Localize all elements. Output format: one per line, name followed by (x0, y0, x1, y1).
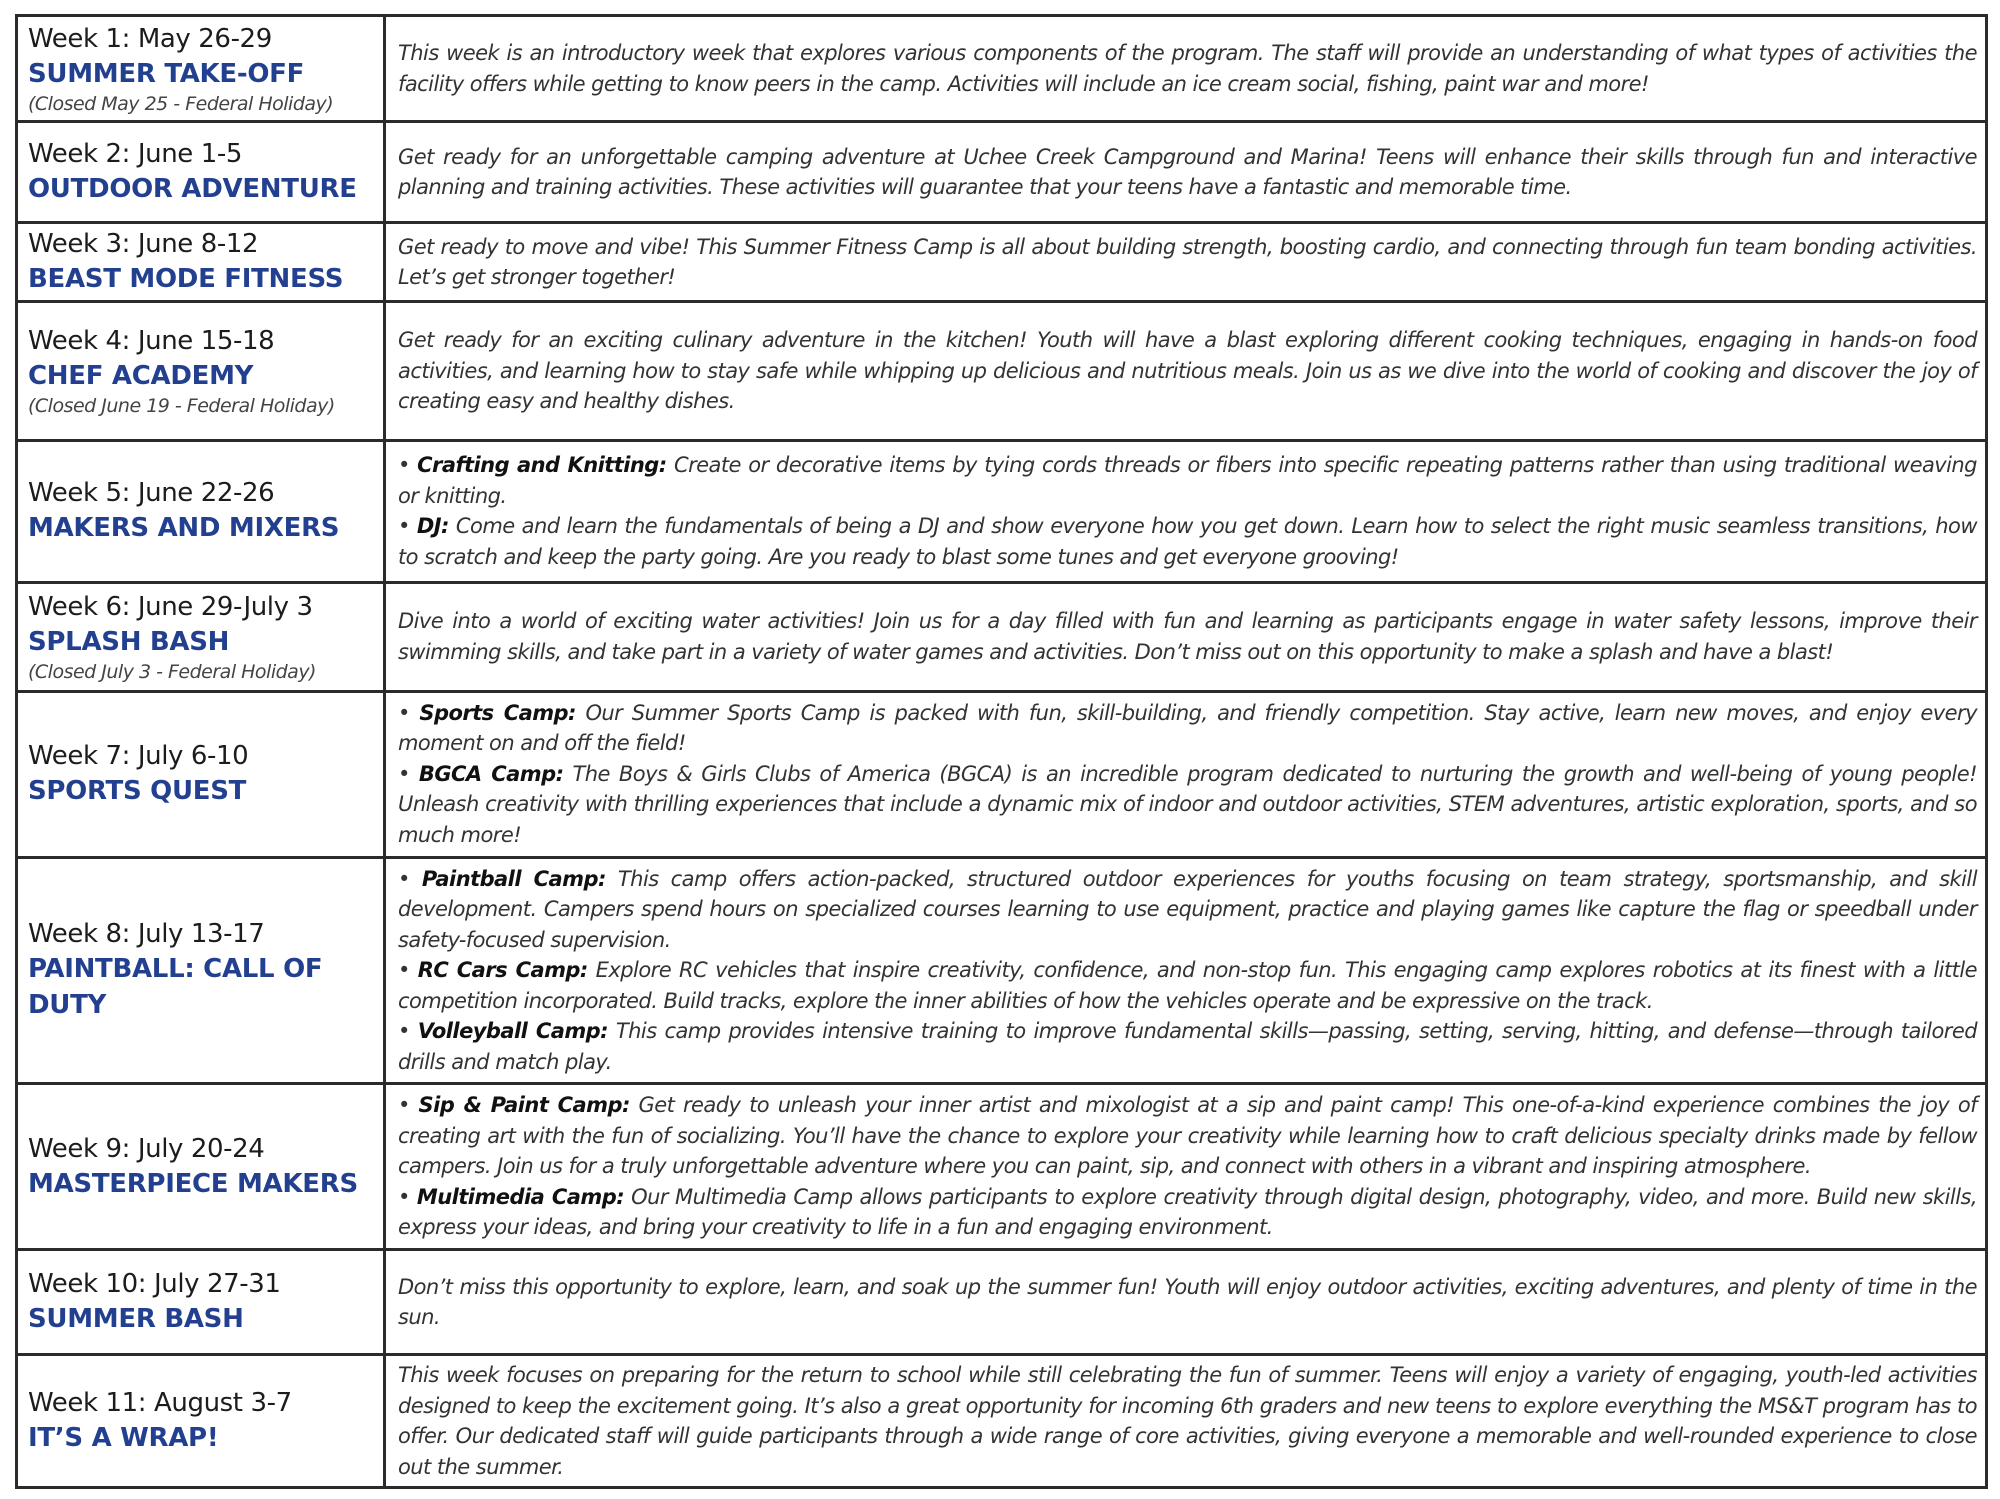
week-info-cell (17, 16, 385, 122)
activity-text: Come and learn the fundamentals of being a DJ and show everyone how you get down. Learn how to select the right music seamless transitions, how to scratch and keep the party going. Are you ready to blast some tunes and get everyone grooving! (398, 514, 1977, 569)
activity-text: Create or decorative items by tying cords threads or fibers into specific repeating patterns rather than using traditional weaving or knitting. (398, 453, 1977, 508)
activity-label: DJ: (416, 514, 449, 539)
activity-item (398, 759, 1977, 851)
week-description-cell (385, 302, 1987, 441)
week-info-cell (17, 582, 385, 691)
activity-label: RC Cars Camp: (417, 958, 588, 983)
activity-label: Paintball Camp: (421, 866, 606, 891)
activity-list (398, 450, 1977, 572)
week-title: MASTERPIECE MAKERS (28, 1168, 358, 1199)
week-title: OUTDOOR ADVENTURE (28, 174, 357, 205)
week-description-cell (385, 1084, 1987, 1250)
activity-list (398, 1090, 1977, 1243)
activity-text: Explore RC vehicles that inspire creativity, confidence, and non-stop fun. This engaging camp explores robotics at its finest with a little competition incorporated. Build tracks, explore the inner abilities of how the vehicles operate and be expressive on the track. (398, 958, 1977, 1013)
week-title: SUMMER TAKE-OFF (28, 58, 305, 89)
week-description: This week focuses on preparing for the return to school while still celebrating the fun of summer. Teens will enjoy a variety of engaging, youth-led activities designed to keep the excitement going. It’s also a great opportunity for incoming 6th graders and new teens to explore everything the MS&T program has to offer. Our dedicated staff will guide participants through a wide range of core activities, giving everyone a memorable and well-rounded experience to close out the summer. (398, 1363, 1977, 1479)
week-title: SPLASH BASH (28, 626, 230, 657)
week-date: Week 3: June 8-12 (28, 229, 259, 260)
activity-label: Sip & Paint Camp: (418, 1093, 630, 1118)
week-row (17, 582, 1987, 691)
activity-item (398, 955, 1977, 1016)
week-title: CHEF ACADEMY (28, 361, 254, 392)
activity-text: This camp offers action-packed, structured outdoor experiences for youths focusing on team strategy, sportsmanship, and skill development. Campers spend hours on specialized courses learning to use equipment, practice and playing games like capture the flag or speedball under safety-focused supervision. (398, 866, 1977, 952)
bullet: • (398, 1184, 410, 1209)
week-date: Week 2: June 1-5 (28, 139, 243, 170)
week-description-cell (385, 857, 1987, 1084)
week-description-cell (385, 1355, 1987, 1488)
week-date: Week 7: July 6-10 (28, 741, 249, 772)
week-closure-note: (Closed June 19 - Federal Holiday) (28, 395, 335, 418)
week-row (17, 857, 1987, 1084)
summer-schedule-table (15, 14, 1988, 1489)
week-closure-note: (Closed May 25 - Federal Holiday) (28, 92, 334, 115)
week-row (17, 223, 1987, 302)
activity-label: Multimedia Camp: (416, 1184, 625, 1209)
activity-item (398, 511, 1977, 572)
activity-text: This camp provides intensive training to improve fundamental skills—passing, setting, serving, hitting, and defense—through tailored drills and match play. (398, 1019, 1977, 1074)
week-title: MAKERS AND MIXERS (28, 513, 340, 544)
week-row (17, 16, 1987, 122)
activity-text: Our Summer Sports Camp is packed with fun, skill-building, and friendly competition. Stay active, learn new moves, and enjoy every moment on and off the field! (398, 700, 1977, 756)
bullet: • (398, 866, 410, 891)
week-date: Week 1: May 26-29 (28, 23, 272, 54)
week-date: Week 6: June 29-July 3 (28, 591, 313, 622)
bullet: • (398, 700, 410, 725)
week-title: SUMMER BASH (28, 1304, 244, 1335)
activity-item (398, 698, 1977, 759)
week-description-cell (385, 582, 1987, 691)
activity-item (398, 1182, 1977, 1243)
week-date: Week 5: June 22-26 (28, 478, 275, 509)
week-info-cell (17, 302, 385, 441)
week-description: Get ready for an exciting culinary adventure in the kitchen! Youth will have a blast exploring different cooking techniques, engaging in hands-on food activities, and learning how to stay safe while whipping up delicious and nutritious meals. Join us as we dive into the world of cooking and discover the joy of creating easy and healthy dishes. (398, 328, 1977, 414)
bullet: • (398, 453, 410, 478)
week-row (17, 1084, 1987, 1250)
week-row (17, 1355, 1987, 1488)
week-description: Don’t miss this opportunity to explore, learn, and soak up the summer fun! Youth will enjoy outdoor activities, exciting adventures, and plenty of time in the sun. (398, 1274, 1977, 1330)
week-row (17, 440, 1987, 582)
week-title: IT’S A WRAP! (28, 1423, 219, 1454)
activity-item (398, 1090, 1977, 1182)
bullet: • (398, 1019, 410, 1044)
activity-text: Our Multimedia Camp allows participants to explore creativity through digital design, photography, video, and more. Build new skills, express your ideas, and bring your creativity to life in a fun and engaging environment. (398, 1184, 1977, 1240)
week-info-cell (17, 691, 385, 857)
week-info-cell (17, 857, 385, 1084)
week-description: This week is an introductory week that explores various components of the program. The staff will provide an understanding of what types of activities the facility offers while getting to know peers in the camp. Activities will include an ice cream social, fishing, paint war and more! (398, 41, 1977, 96)
week-description: Get ready to move and vibe! This Summer Fitness Camp is all about building strength, boosting cardio, and connecting through fun team bonding activities. Let’s get stronger together! (398, 234, 1977, 290)
week-description-cell (385, 122, 1987, 223)
week-description: Get ready for an unforgettable camping adventure at Uchee Creek Campground and Marina! Teens will enhance their skills through fun and interactive planning and training activities. These activities will guarantee that your teens have a fantastic and memorable time. (398, 144, 1977, 200)
week-date: Week 8: July 13-17 (28, 919, 265, 950)
bullet: • (398, 514, 410, 539)
week-info-cell (17, 440, 385, 582)
week-date: Week 10: July 27-31 (28, 1269, 281, 1300)
week-description-cell (385, 691, 1987, 857)
week-closure-note: (Closed July 3 - Federal Holiday) (28, 660, 316, 683)
week-title: BEAST MODE FITNESS (28, 264, 344, 295)
week-row (17, 302, 1987, 441)
activity-text: The Boys & Girls Clubs of America (BGCA) is an incredible program dedicated to nurturing the growth and well-being of young people! Unleash creativity with thrilling experiences that include a dynamic mix of indoor and outdoor activities, STEM adventures, artistic exploration, sports, and so much more! (398, 761, 1977, 847)
activity-label: BGCA Camp: (418, 761, 564, 786)
bullet: • (398, 958, 410, 983)
week-title: SPORTS QUEST (28, 776, 247, 807)
activity-text: Get ready to unleash your inner artist and mixologist at a sip and paint camp! This one-of-a-kind experience combines the joy of creating art with the fun of socializing. You’ll have the chance to explore your creativity while learning how to craft delicious specialty drinks made by fellow campers. Join us for a truly unforgettable adventure where you can paint, sip, and connect with others in a vibrant and inspiring atmosphere. (398, 1093, 1977, 1179)
activity-label: Sports Camp: (419, 700, 576, 725)
week-info-cell (17, 1084, 385, 1250)
week-row (17, 122, 1987, 223)
week-description-cell (385, 440, 1987, 582)
activity-list (398, 698, 1977, 851)
week-date: Week 4: June 15-18 (28, 326, 275, 357)
activity-list (398, 864, 1977, 1078)
week-date: Week 9: July 20-24 (28, 1133, 265, 1164)
bullet: • (398, 1093, 410, 1118)
activity-label: Volleyball Camp: (417, 1019, 608, 1044)
week-info-cell (17, 1250, 385, 1355)
week-title: PAINTBALL: CALL OF DUTY (28, 954, 323, 1021)
week-row (17, 1250, 1987, 1355)
week-date: Week 11: August 3-7 (28, 1388, 292, 1419)
week-description-cell (385, 223, 1987, 302)
week-description-cell (385, 1250, 1987, 1355)
week-description-cell (385, 16, 1987, 122)
week-row (17, 691, 1987, 857)
activity-item (398, 864, 1977, 956)
week-description: Dive into a world of exciting water activities! Join us for a day filled with fun and learning as participants engage in water safety lessons, improve their swimming skills, and take part in a variety of water games and activities. Don’t miss out on this opportunity to make a splash and have a blast! (398, 609, 1977, 664)
week-info-cell (17, 223, 385, 302)
activity-label: Crafting and Knitting: (417, 453, 667, 478)
week-info-cell (17, 122, 385, 223)
week-info-cell (17, 1355, 385, 1488)
activity-item (398, 1016, 1977, 1077)
bullet: • (398, 761, 410, 786)
activity-item (398, 450, 1977, 511)
